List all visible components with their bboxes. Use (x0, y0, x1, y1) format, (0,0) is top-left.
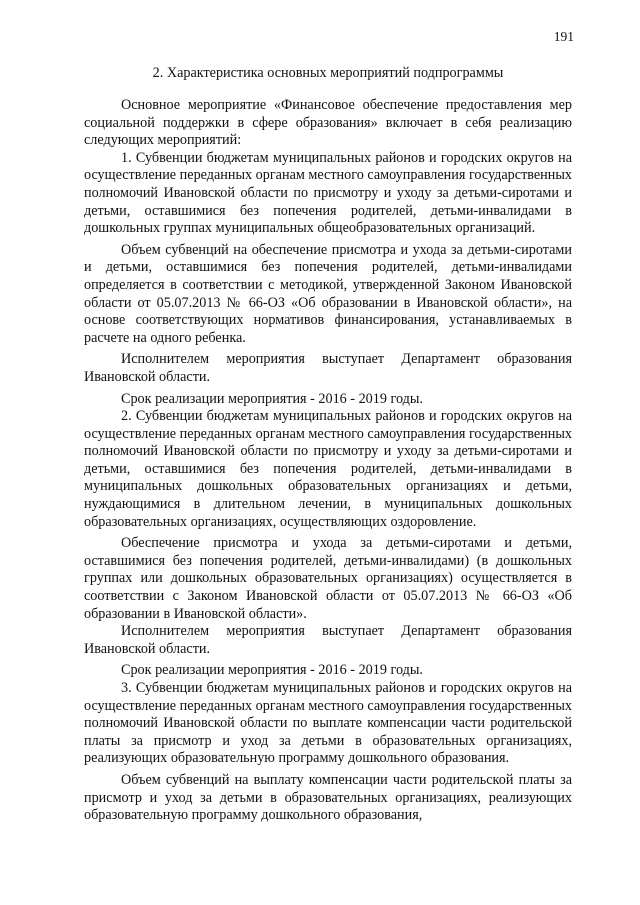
paragraph-item-1: 1. Субвенции бюджетам муниципальных районов и городских округов на осуществление переданных органам местного самоуправления государственных полномочий Ивановской области по присмотру и уходу за детьми-сиротами и детьми, оставшимися без попечения родителей, детьми-инвалидами в дошкольных группах муниципальных общеобразовательных организаций. (84, 149, 572, 237)
paragraph-item-1-term: Срок реализации мероприятия - 2016 - 2019 годы. (121, 390, 423, 407)
section-heading: 2. Характеристика основных мероприятий подпрограммы (152, 65, 504, 81)
paragraph-item-2: 2. Субвенции бюджетам муниципальных районов и городских округов на осуществление переданных органам местного самоуправления государственных полномочий Ивановской области по присмотру и уходу за детьми-сиротами и детьми, оставшимися без попечения родителей, детьми-инвалидами в муниципальных дошкольных образовательных организациях и детьми, нуждающимися в длительном лечении, в муниципальных дошкольных образовательных организациях, осуществляющих оздоровление. (84, 408, 572, 530)
paragraph-item-3-volume: Объем субвенций на выплату компенсации части родительской платы за присмотр и уход за детьми в образовательных организациях, реализующих образовательную программу дошкольного образования, (84, 771, 572, 824)
page-number: 191 (553, 29, 574, 44)
paragraph-item-1-volume: Объем субвенций на обеспечение присмотра и ухода за детьми-сиротами и детьми, оставшимися без попечения родителей, детьми-инвалидами определяется в соответствии с методикой, утвержденной Законом Ивановской области от 05.07.2013 № 66-ОЗ «Об образовании в Ивановской области», на основе соответствующих нормативов финансирования, устанавливаемых в расчете на одного ребенка. (84, 241, 572, 346)
paragraph-item-2-executor: Исполнителем мероприятия выступает Департамент образования Ивановской области. (84, 623, 572, 657)
paragraph-intro: Основное мероприятие «Финансовое обеспечение предоставления мер социальной поддержки в сфере образования» включает в себя реализацию следующих мероприятий: (84, 97, 572, 149)
paragraph-item-2-term: Срок реализации мероприятия - 2016 - 2019 годы. (121, 662, 423, 679)
paragraph-item-2-provision: Обеспечение присмотра и ухода за детьми-сиротами и детьми, оставшимися без попечения родителей, детьми-инвалидами) (в дошкольных группах или дошкольных образовательных организациях) осуществляется в соответствии с Законом Ивановской области от 05.07.2013 № 66-ОЗ «Об образовании в Ивановской области». (84, 535, 572, 622)
paragraph-item-1-executor: Исполнителем мероприятия выступает Департамент образования Ивановской области. (84, 351, 572, 385)
paragraph-item-3: 3. Субвенции бюджетам муниципальных районов и городских округов на осуществление переданных органам местного самоуправления государственных полномочий Ивановской области по выплате компенсации части родительской платы за присмотр и уход за детьми в образовательных организациях, реализующих образовательную программу дошкольного образования. (84, 680, 572, 767)
